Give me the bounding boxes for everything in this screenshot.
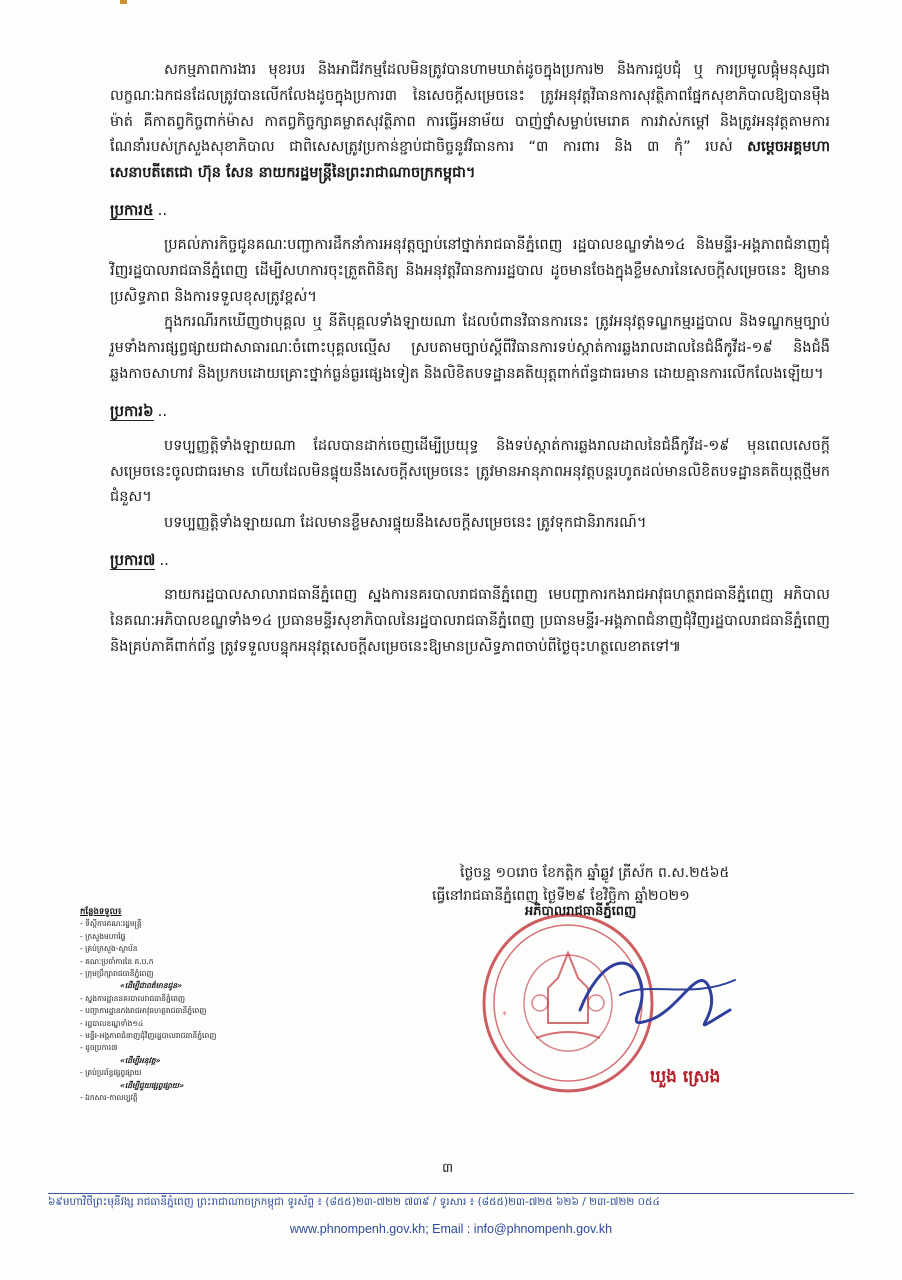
recipient-item: - ស្នងការដ្ឋាននគរបាលរាជធានីភ្នំពេញ bbox=[80, 993, 340, 1005]
signature-icon bbox=[560, 920, 770, 1050]
signatory-name: ឃួង ស្រេង bbox=[650, 1067, 721, 1087]
recipients-list bbox=[80, 906, 340, 1105]
recipient-item: - រដ្ឋបាលខណ្ឌទាំង១៤ bbox=[80, 1018, 340, 1030]
article-6-title: ប្រការ៦ bbox=[110, 401, 154, 420]
signatory-title: អភិបាលរាជធានីភ្នំពេញ bbox=[525, 904, 637, 919]
article-7-dots: .. bbox=[159, 550, 169, 569]
document-body bbox=[110, 58, 830, 660]
article-7-heading bbox=[110, 547, 830, 573]
recipient-item: - មន្ទីរ-អង្គភាពជំនាញជុំវិញរដ្ឋបាលរាជធានីភ្នំពេញ bbox=[80, 1030, 340, 1042]
recipient-item: - ក្រុមប្រឹក្សារាជធានីភ្នំពេញ bbox=[80, 968, 340, 980]
corner-mark bbox=[120, 0, 127, 4]
article-7-para-1: នាយករដ្ឋបាលសាលារាជធានីភ្នំពេញ ស្នងការនគរបាលរាជធានីភ្នំពេញ មេបញ្ជាការកងរាជអាវុធហត្ថរាជធានីភ្នំពេញ អភិបាល នៃគណៈអភិបាលខណ្ឌទាំង១៤ ប្រធានមន្ទីរសុខាភិបាលនៃរដ្ឋបាលរាជធានីភ្នំពេញ ប្រធានមន្ទីរ-អង្គភាពជំនាញជុំវិញរដ្ឋបាលរាជធានីភ្នំពេញ និងគ្រប់ភាគីពាក់ព័ន្ធ ត្រូវទទួលបន្ទុកអនុវត្តសេចក្ដីសម្រេចនេះឱ្យមានប្រសិទ្ធភាពចាប់ពីថ្ងៃចុះហត្ថលេខាតទៅ៕ bbox=[110, 586, 830, 655]
article-6-para-1: បទប្បញ្ញត្តិទាំងឡាយណា ដែលបានដាក់ចេញដើម្បីប្រយុទ្ធ និងទប់ស្កាត់ការឆ្លងរាលដាលនៃជំងឺកូវីដ-១៩ មុនពេលសេចក្ដីសម្រេចនេះចូលជាធរមាន ហើយដែលមិនផ្ទុយនឹងសេចក្ដីសម្រេចនេះ ត្រូវមានអានុភាពអនុវត្តបន្តរហូតដល់មានលិខិតបទដ្ឋានគតិយុត្តថ្មីមកជំនួស។ bbox=[110, 437, 830, 506]
date-place: ធ្វើនៅរាជធានីភ្នំពេញ ថ្ងៃទី២៩ ខែវិច្ឆិកា ឆ្នាំ២០២១ bbox=[432, 888, 690, 904]
recipient-group: «ដើម្បីអនុវត្ត» bbox=[120, 1055, 161, 1065]
article-5-para-2: ក្នុងករណីរកឃើញថាបុគ្គល ឬ នីតិបុគ្គលទាំងឡាយណា ដែលបំពានវិធានការនេះ ត្រូវអនុវត្តទណ្ឌកម្មរដ្ឋបាល និងទណ្ឌកម្មច្បាប់ រួមទាំងការផ្សព្វផ្សាយជាសាធារណៈចំពោះបុគ្គលល្មើស ស្របតាមច្បាប់ស្ដីពីវិធានការទប់ស្កាត់ការឆ្លងរាលដាលនៃជំងឺកូវីដ-១៩ និងជំងឺឆ្លងកាចសាហាវ និងប្រកបដោយគ្រោះថ្នាក់ធ្ងន់ធ្ងរផ្សេងទៀត និងលិខិតបទដ្ឋានគតិយុត្តពាក់ព័ន្ធជាធរមាន ដោយគ្មានការលើកលែងឡើយ។ bbox=[110, 314, 830, 382]
article-7-title: ប្រការ៧ bbox=[110, 550, 156, 569]
article-5-title: ប្រការ៥ bbox=[110, 200, 154, 219]
intro-text: សកម្មភាពការងារ មុខរបរ និងអាជីវកម្មដែលមិនត្រូវបានហាមឃាត់ដូចក្នុងប្រការ២ និងការជួបជុំ ឬ ការប្រមូលផ្ដុំមនុស្សជាលក្ខណៈឯកជនដែលត្រូវបានលើកលែងដូចក្នុងប្រការ៣ នៃសេចក្ដីសម្រេចនេះ ត្រូវអនុវត្តវិធានការសុវត្ថិភាពផ្នែកសុខាភិបាលឱ្យបានម៉ឺងម៉ាត់ គឺកាតព្វកិច្ចពាក់ម៉ាស កាតព្វកិច្ចក្សាគម្លាតសុវត្ថិភាព ការធ្វើអនាម័យ បាញ់ថ្នាំសម្លាប់មេរោគ ការវាស់កម្ដៅ និងត្រូវអនុវត្តតាមការណែនាំរបស់ក្រសួងសុខាភិបាល ជាពិសេសត្រូវប្រកាន់ខ្ជាប់ជាចិច្ចនូវវិធានការ “៣ ការពារ និង ៣ កុំ” របស់ bbox=[110, 62, 830, 156]
article-6-heading bbox=[110, 398, 830, 424]
recipient-item: - ទីស្ដីការគណៈរដ្ឋមន្ត្រី bbox=[80, 918, 340, 930]
article-5-heading bbox=[110, 197, 830, 223]
recipient-item: - បញ្ជាការដ្ឋានកងរាជអាវុធហត្ថរាជធានីភ្នំពេញ bbox=[80, 1005, 340, 1017]
page-number: ៣ bbox=[442, 1161, 454, 1176]
recipients-heading: កន្លែងទទួល៖ bbox=[80, 907, 122, 917]
intro-bold: សម្ដេចអគ្គមហាសេនាបតីតេជោ ហ៊ុន សែន នាយករដ្ឋមន្ត្រីនៃព្រះរាជាណាចក្រកម្ពុជា។ bbox=[110, 139, 830, 182]
article-6-para-2: បទប្បញ្ញត្តិទាំងឡាយណា ដែលមានខ្លឹមសារផ្ទុយនឹងសេចក្ដីសម្រេចនេះ ត្រូវទុកជានិរាករណ៍។ bbox=[164, 515, 647, 532]
recipient-item: - ក្រសួងមហាផ្ទៃ bbox=[80, 931, 340, 943]
recipient-group: «ដើម្បីជួយផ្សព្វផ្សាយ» bbox=[120, 1080, 184, 1090]
article-5-dots: .. bbox=[157, 200, 168, 219]
recipient-item: - ដូចប្រការ៧ bbox=[80, 1042, 340, 1054]
recipient-item: - គណៈប្រចាំការនៃ គ.ប.ក bbox=[80, 956, 340, 968]
article-6-dots: .. bbox=[157, 401, 168, 420]
intro-paragraph bbox=[110, 58, 830, 187]
date-lunar: ថ្ងៃចន្ទ ១០រោច ខែកត្តិក ឆ្នាំឆ្លូវ ត្រីស័ក ព.ស.២៥៦៥ bbox=[460, 865, 730, 881]
article-5-para-1: ប្រគល់ភារកិច្ចជូនគណៈបញ្ជាការដឹកនាំការអនុវត្តច្បាប់នៅថ្នាក់រាជធានីភ្នំពេញ រដ្ឋបាលខណ្ឌទាំង១៤ និងមន្ទីរ-អង្គភាពជំនាញជុំវិញរដ្ឋបាលរាជធានីភ្នំពេញ ដើម្បីសហការចុះត្រួតពិនិត្យ និងអនុវត្តវិធានការរដ្ឋបាល ដូចមានចែងក្នុងខ្លឹមសារនៃសេចក្ដីសម្រេចនេះ ឱ្យមានប្រសិទ្ធភាព និងការទទួលខុសត្រូវខ្ពស់។ bbox=[110, 236, 830, 305]
footer-website: www.phnompenh.gov.kh; Email : info@phnompenh.gov.kh bbox=[289, 1222, 613, 1236]
footer-address: ៦៩មហាវិថីព្រះមុនីវង្ស រាជធានីភ្នំពេញ ព្រះរាជាណាចក្រកម្ពុជា ទូរស័ព្ទ ៖ (៨៥៥)២៣-៧២២ ៧៣៩ / ទូរសារ ៖ (៨៥៥)២៣-៧២៥ ៦២៦ / ២៣-៧២២ ០៥៤ bbox=[48, 1196, 660, 1208]
recipient-item: - គ្រប់ក្រសួង-ស្ថាប័ន bbox=[80, 943, 340, 955]
svg-text:*: * bbox=[502, 1010, 507, 1021]
recipient-group: «ដើម្បីជាពត៌មានជូន» bbox=[120, 981, 182, 991]
date-block bbox=[432, 862, 730, 908]
recipient-item: - គ្រប់ប្រព័ន្ធផ្សព្វផ្សាយ bbox=[80, 1067, 340, 1079]
recipient-item: - ឯកសារ-កាលប្បវត្តិ bbox=[80, 1092, 340, 1104]
footer-divider bbox=[48, 1193, 854, 1194]
